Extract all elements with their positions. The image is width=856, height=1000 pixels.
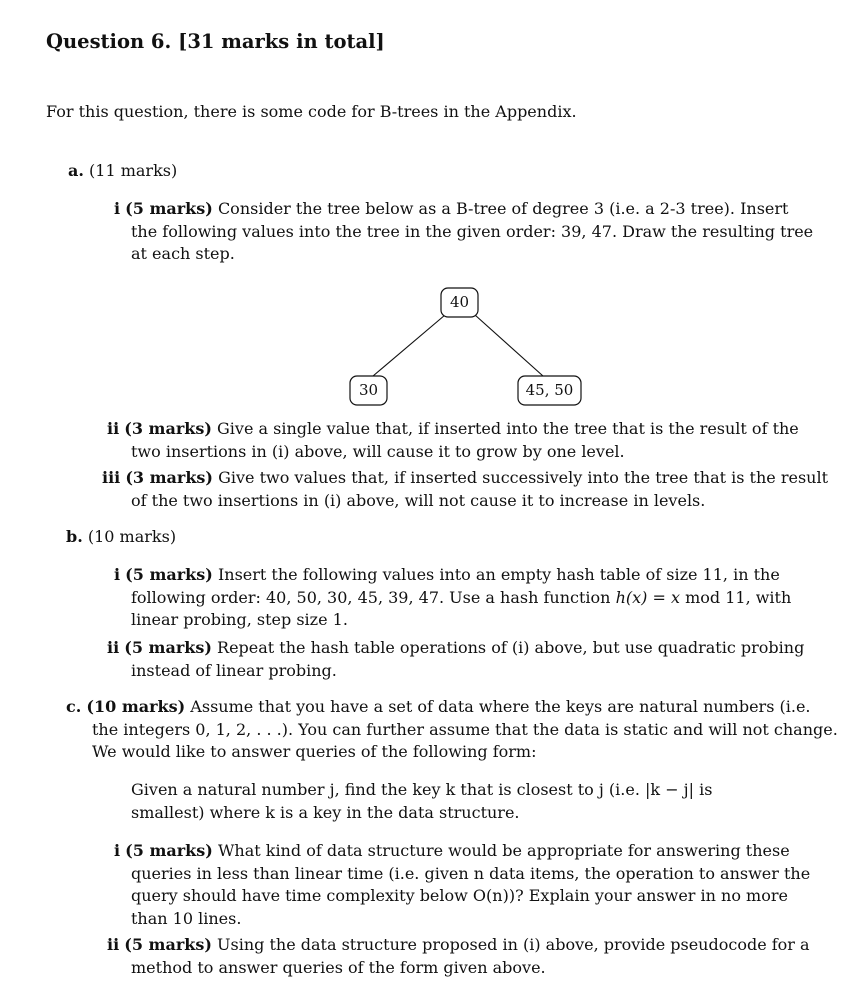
- part-a-i-line3: at each step.: [131, 244, 235, 263]
- part-c-i-line3: query should have time complexity below O(n))? Explain your answer in no more: [131, 886, 788, 905]
- tree-node-left-label: 30: [358, 381, 379, 399]
- tree-node-root: [441, 288, 478, 317]
- part-c-line2: the integers 0, 1, 2, . . .). You can further assume that the data is static and will not change.: [92, 719, 838, 739]
- part-b-i-marks: (5 marks): [125, 565, 213, 584]
- part-b-header: [66, 526, 176, 549]
- part-a-ii-marks: (3 marks): [124, 419, 212, 438]
- part-b-ii-line1: Repeat the hash table operations of (i) above, but use quadratic probing: [217, 638, 805, 657]
- part-c-line3: We would like to answer queries of the following form:: [92, 742, 537, 761]
- part-b-i-line2: [114, 587, 804, 610]
- part-a-iii-num: iii: [102, 468, 121, 487]
- part-c-marks: (10 marks): [86, 697, 186, 716]
- part-b-ii-line2: instead of linear probing.: [131, 660, 337, 680]
- part-c-ii: [107, 934, 810, 979]
- intro-text: For this question, there is some code for B-trees in the Appendix.: [46, 102, 577, 121]
- part-c-line1: Assume that you have a set of data where the keys are natural numbers (i.e.: [190, 697, 811, 716]
- part-b-label: b.: [66, 527, 83, 546]
- part-a-iii-marks: (3 marks): [125, 468, 213, 487]
- part-a-i-line1: Consider the tree below as a B-tree of degree 3 (i.e. a 2-3 tree). Insert: [217, 199, 789, 218]
- part-a-label: a.: [68, 161, 84, 180]
- part-b-ii-num: ii: [107, 638, 120, 657]
- part-b-i: [114, 564, 804, 632]
- part-b-i-line2-tail: mod 11, with: [679, 587, 792, 607]
- part-a-ii-num: ii: [107, 419, 120, 438]
- question-number: Question 6.: [46, 30, 172, 53]
- part-c-ii-line2: method to answer queries of the form given above.: [131, 957, 546, 977]
- tree-node-left: [350, 376, 387, 405]
- part-b-i-line2-text: following order: 40, 50, 30, 45, 39, 47. Use a hash function: [131, 587, 616, 607]
- query-line1: Given a natural number j, find the key k that is closest to j (i.e. |k − j| is: [131, 780, 713, 799]
- part-b-marks: (10 marks): [87, 527, 177, 546]
- part-a-header: [68, 160, 177, 183]
- part-c-ii-marks: (5 marks): [124, 935, 212, 954]
- part-b-i-line3: linear probing, step size 1.: [131, 610, 348, 629]
- part-a-ii-line1: Give a single value that, if inserted into the tree that is the result of the: [217, 419, 799, 438]
- part-a-iii-line1: Give two values that, if inserted successively into the tree that is the result: [218, 468, 828, 487]
- part-c-label: c.: [66, 697, 82, 716]
- question-total-marks: [31 marks in total]: [178, 30, 385, 53]
- part-a-i-num: i: [114, 199, 121, 218]
- tree-edge-right: [475, 315, 543, 376]
- tree-node-right-label: 45, 50: [525, 381, 574, 399]
- part-c-i-line2: queries in less than linear time (i.e. given n data items, the operation to answer the: [131, 863, 811, 883]
- part-c-ii-num: ii: [107, 935, 120, 954]
- query-line2: smallest) where k is a key in the data structure.: [131, 802, 520, 822]
- part-c-i-marks: (5 marks): [125, 841, 213, 860]
- part-c-i-line1: What kind of data structure would be appropriate for answering these: [217, 841, 790, 860]
- part-a-iii: [102, 467, 828, 512]
- tree-node-right: [518, 376, 581, 405]
- part-b-ii: [107, 637, 804, 682]
- tree-node-root-label: 40: [449, 293, 470, 311]
- tree-edge-left: [373, 315, 445, 376]
- part-a-i: [114, 198, 814, 266]
- part-a-iii-line2: of the two insertions in (i) above, will not cause it to increase in levels.: [131, 490, 706, 510]
- question-title: [46, 30, 385, 53]
- part-a-i-marks: (5 marks): [125, 199, 213, 218]
- part-a-ii-line2: two insertions in (i) above, will cause it to grow by one level.: [131, 441, 625, 461]
- btree-diagram: [330, 282, 600, 412]
- part-b-i-line1: Insert the following values into an empty hash table of size 11, in the: [217, 565, 780, 584]
- part-b-ii-marks: (5 marks): [124, 638, 212, 657]
- part-c-i: [114, 840, 811, 930]
- query-definition: [131, 779, 806, 824]
- part-c-i-num: i: [114, 841, 121, 860]
- part-a-i-line2: the following values into the tree in the given order: 39, 47. Draw the resulting tree: [131, 221, 814, 241]
- part-c: [66, 696, 838, 764]
- part-c-ii-line1: Using the data structure proposed in (i) above, provide pseudocode for a: [217, 935, 810, 954]
- part-c-i-line4: than 10 lines.: [131, 908, 242, 928]
- part-a-ii: [107, 418, 804, 463]
- hash-function-formula: h(x) = x: [615, 587, 680, 607]
- part-a-marks: (11 marks): [89, 161, 178, 180]
- part-b-i-num: i: [114, 565, 121, 584]
